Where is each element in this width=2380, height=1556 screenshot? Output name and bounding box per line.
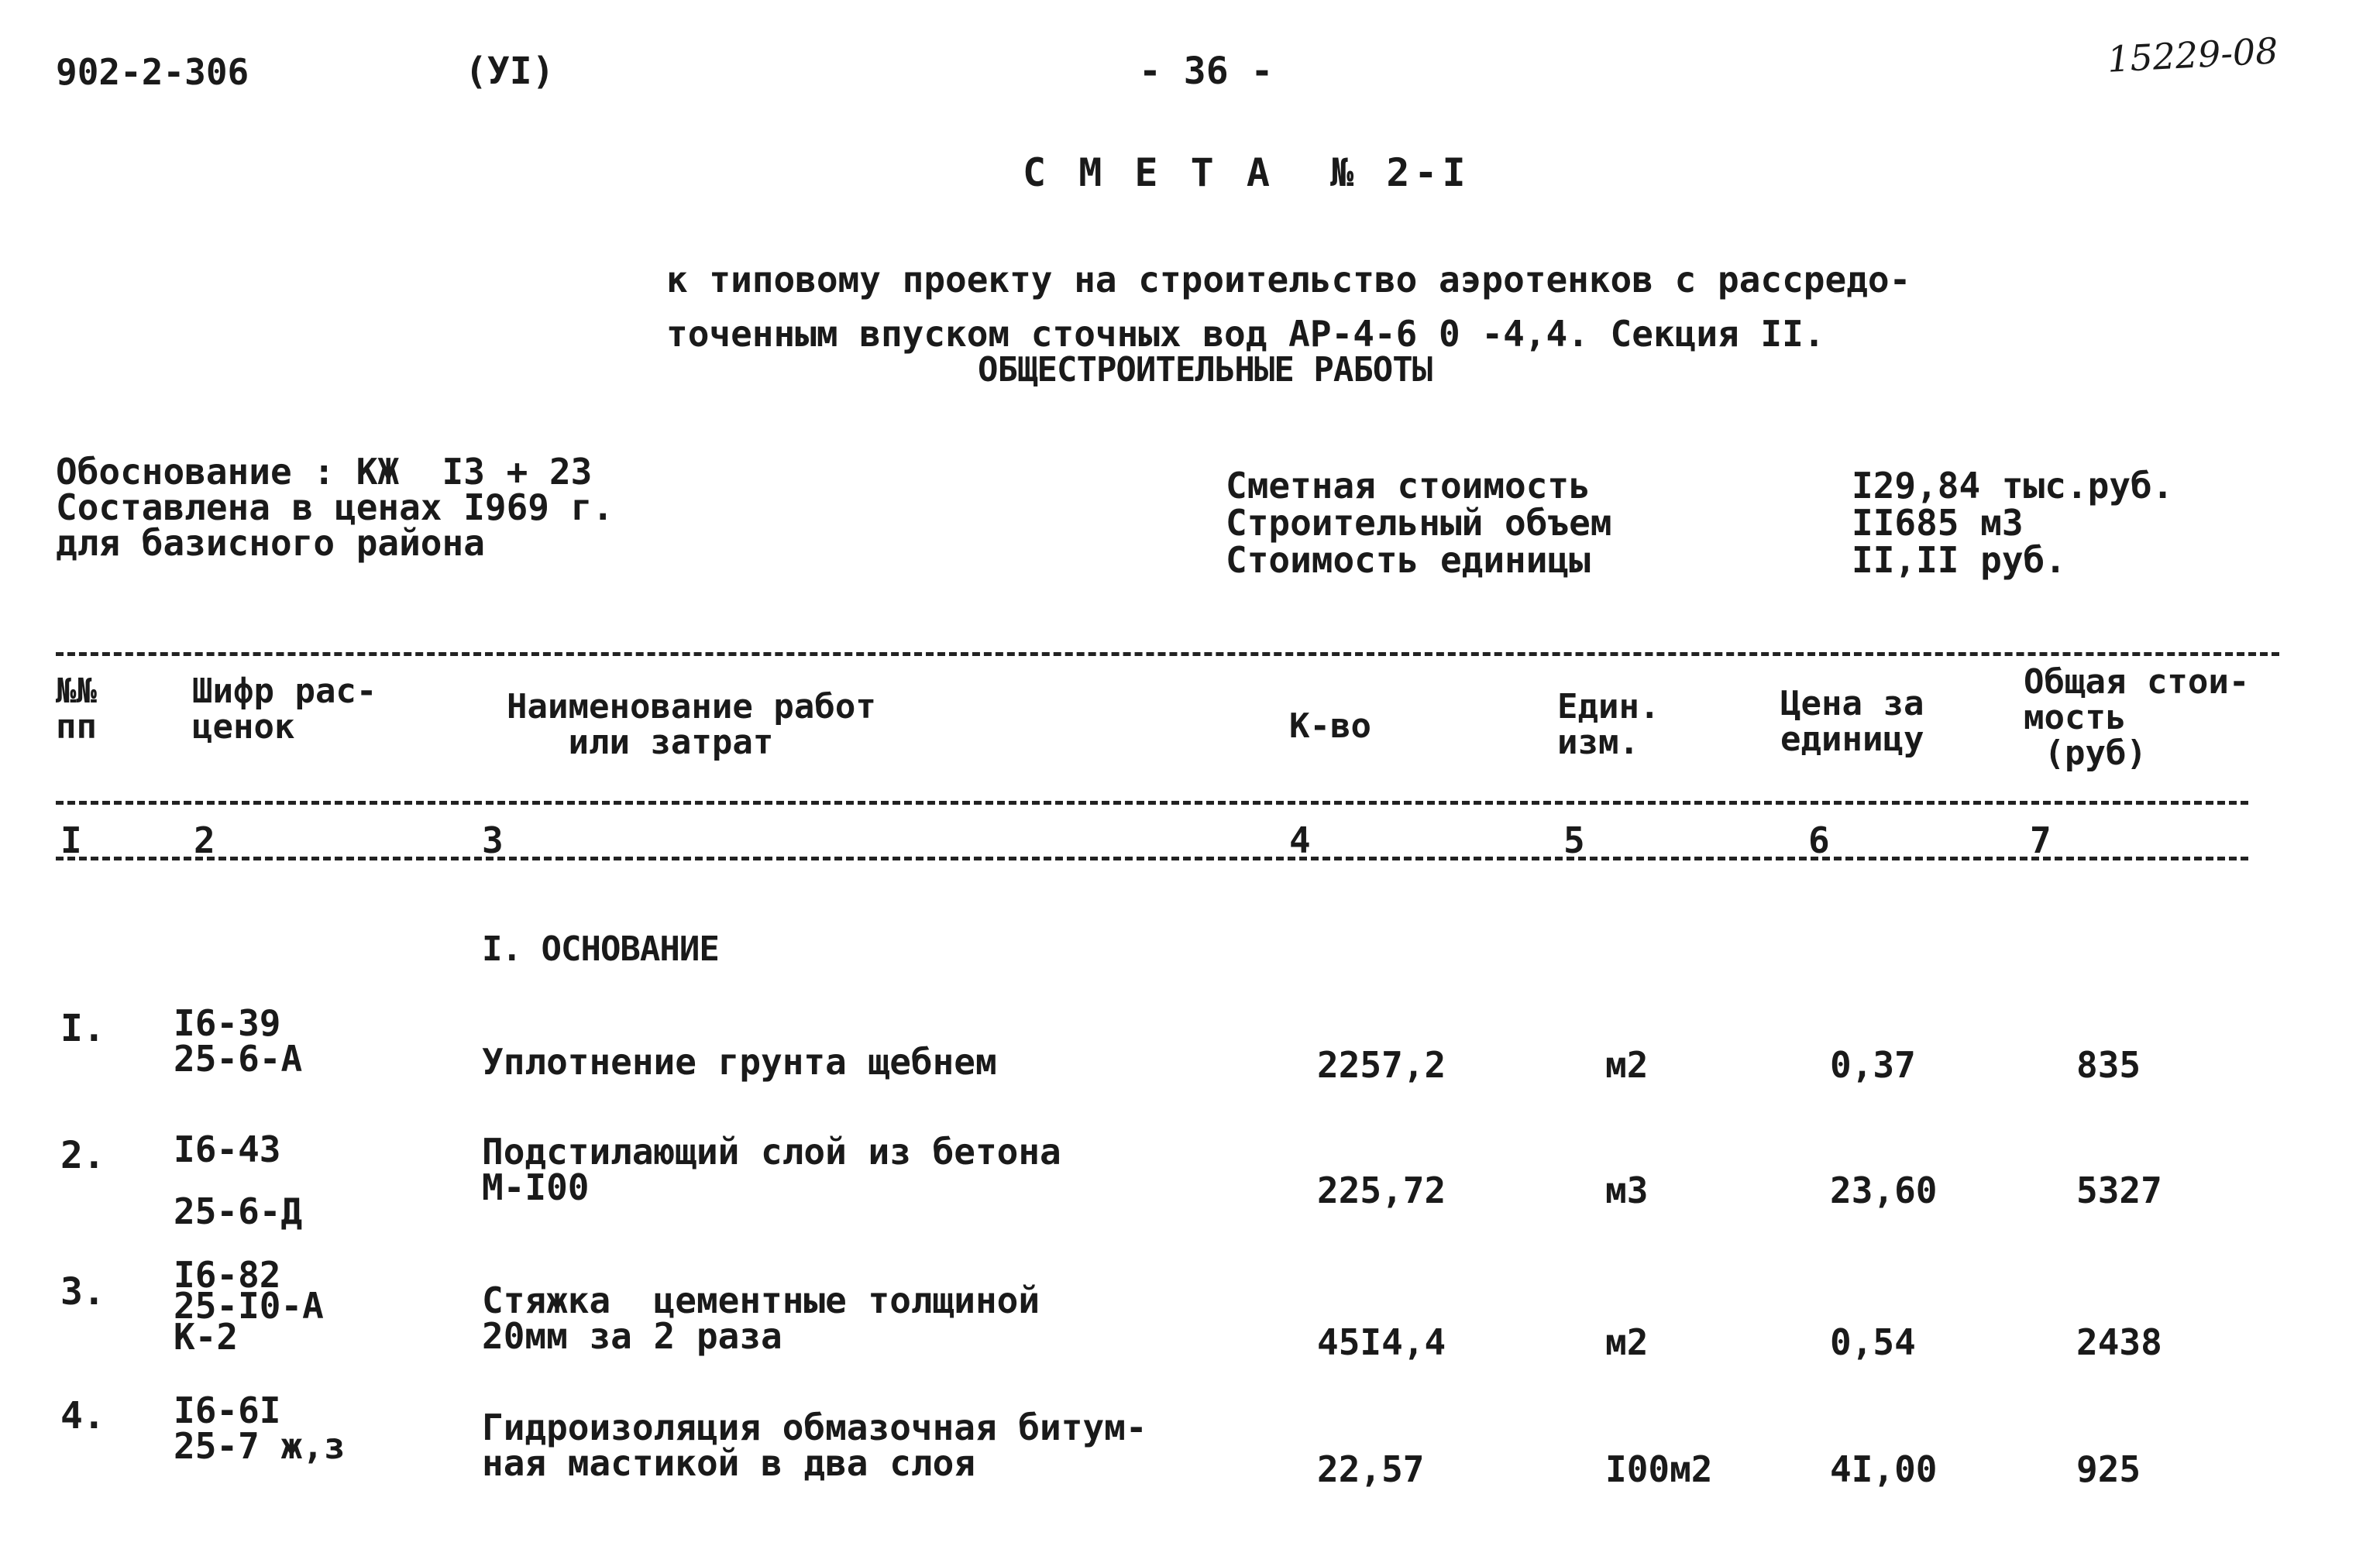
- row-3-code: I6-82 25-I0-А К-2: [174, 1254, 324, 1358]
- cost-value: I29,84 тыс.руб.: [1852, 465, 2174, 507]
- subtitle-line-2: точенным впуском сточных вод АР-4-6 0 -4,4. Секция II.: [666, 313, 1825, 355]
- document-code: 902-2-306: [56, 51, 249, 93]
- row-2-number: 2.: [60, 1134, 105, 1177]
- row-1-price: 0,37: [1830, 1044, 1916, 1086]
- unit-cost-value: II,II руб.: [1852, 539, 2066, 581]
- basis-line-1: Обоснование : КЖ I3 + 23: [56, 451, 593, 493]
- row-3-quantity: 45I4,4: [1317, 1321, 1446, 1363]
- column-number-5: 5: [1563, 819, 1585, 861]
- row-4-quantity: 22,57: [1317, 1448, 1425, 1490]
- row-4-name: Гидроизоляция обмазочная битум- ная мастикой в два слоя: [482, 1407, 1147, 1484]
- row-4-number: 4.: [60, 1394, 105, 1437]
- row-1-total: 835: [2076, 1044, 2141, 1086]
- row-2-unit: м3: [1605, 1170, 1649, 1211]
- unit-cost-label: Стоимость единицы: [1226, 539, 1591, 581]
- volume-value: II685 м3: [1852, 502, 2024, 544]
- row-2-price: 23,60: [1830, 1170, 1938, 1211]
- row-3-unit: м2: [1605, 1321, 1649, 1363]
- album-number: (УI): [465, 50, 555, 93]
- handwritten-archive-number: 15229-08: [2106, 29, 2279, 81]
- estimate-title: С М Е Т А № 2-I: [1023, 150, 1470, 195]
- volume-label: Строительный объем: [1226, 502, 1612, 544]
- row-1-name: Уплотнение грунта щебнем: [482, 1041, 997, 1083]
- header-bottom-rule: [56, 801, 2248, 805]
- basis-line-2: Составлена в ценах I969 г.: [56, 486, 614, 528]
- column-number-3: 3: [482, 819, 504, 861]
- header-work-name: Наименование работ или затрат: [507, 687, 876, 762]
- header-unit: Един. изм.: [1557, 687, 1660, 762]
- row-4-total: 925: [2076, 1448, 2141, 1490]
- row-1-quantity: 2257,2: [1317, 1044, 1446, 1086]
- basis-line-3: для базисного района: [56, 522, 485, 564]
- row-1-number: I.: [60, 1007, 105, 1050]
- row-2-name: Подстилающий слой из бетона М-I00: [482, 1131, 1061, 1208]
- row-1-unit: м2: [1605, 1044, 1649, 1086]
- header-quantity: К-во: [1289, 706, 1371, 746]
- row-2-quantity: 225,72: [1317, 1170, 1446, 1211]
- header-rate-code: Шифр рас- ценок: [192, 672, 377, 747]
- table-top-rule: [56, 652, 2279, 656]
- row-3-price: 0,54: [1830, 1321, 1916, 1363]
- row-3-number: 3.: [60, 1270, 105, 1314]
- column-number-6: 6: [1808, 819, 1830, 861]
- cost-label: Сметная стоимость: [1226, 465, 1591, 507]
- subtitle-line-1: к типовому проекту на строительство аэротенков с рассредо-: [666, 259, 1911, 301]
- column-numbers-rule: [56, 857, 2248, 860]
- row-2-code: I6-43 25-6-Д: [174, 1128, 303, 1232]
- header-unit-price: Цена за единицу: [1780, 684, 1924, 759]
- column-number-2: 2: [194, 819, 215, 861]
- header-total-cost: Общая стои- мость (руб): [2024, 662, 2250, 773]
- header-row-number: №№ пп: [56, 672, 97, 747]
- row-3-total: 2438: [2076, 1321, 2162, 1363]
- row-3-name: Стяжка цементные толщиной 20мм за 2 раза: [482, 1279, 1040, 1357]
- column-number-1: I: [60, 819, 82, 861]
- row-2-total: 5327: [2076, 1170, 2162, 1211]
- section-works-title: ОБЩЕСТРОИТЕЛЬНЫЕ РАБОТЫ: [978, 350, 1432, 390]
- row-1-code: I6-39 25-6-А: [174, 1002, 303, 1080]
- column-number-4: 4: [1289, 819, 1311, 861]
- row-4-code: I6-6I 25-7 ж,з: [174, 1389, 346, 1467]
- section-heading: I. ОСНОВАНИЕ: [482, 929, 719, 969]
- page-number: - 36 -: [1139, 50, 1274, 93]
- column-number-7: 7: [2030, 819, 2052, 861]
- row-4-unit: I00м2: [1605, 1448, 1713, 1490]
- row-4-price: 4I,00: [1830, 1448, 1938, 1490]
